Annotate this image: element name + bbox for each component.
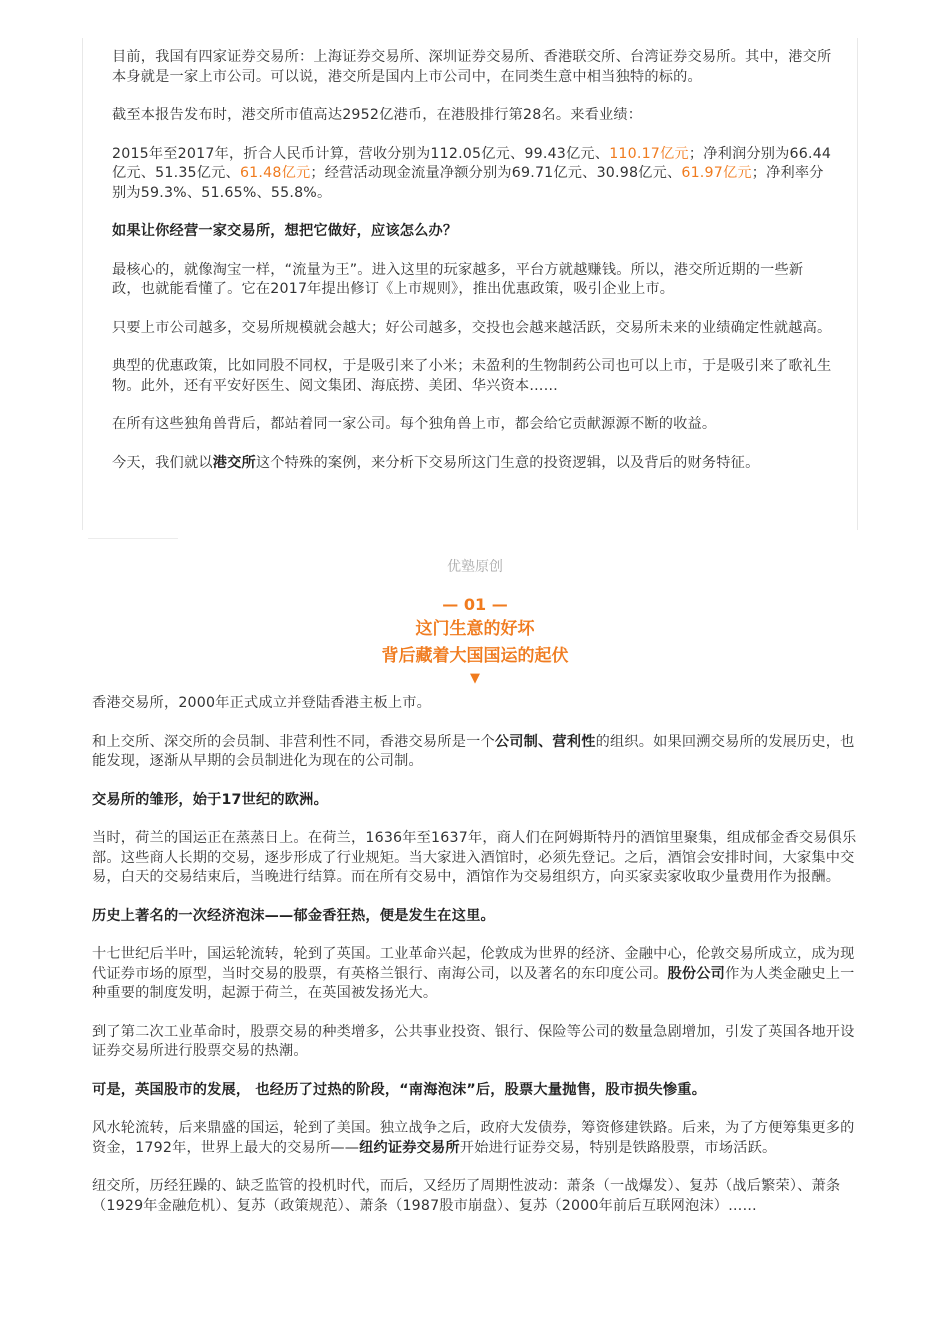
section-title-line1: 这门生意的好坏	[415, 619, 535, 639]
highlight-cashflow: 61.97亿元	[681, 165, 752, 181]
divider	[88, 538, 178, 539]
paragraph: 只要上市公司越多，交易所规模就会越大；好公司越多，交投也会越来越活跃，交易所未来的业绩确定性就越高。	[112, 319, 832, 336]
paragraph: 在所有这些独角兽背后，都站着同一家公司。每个独角兽上市，都会给它贡献源源不断的收益。	[112, 416, 717, 432]
paragraph: 当时，荷兰的国运正在蒸蒸日上。在荷兰，1636年至1637年，商人们在阿姆斯特丹的酒馆里聚集，组成郁金香交易俱乐部。这些商人长期的交易，逐步形成了行业规矩。当大家进入酒馆时，必须先登记。之后，酒馆会安排时间，大家集中交易，白天的交易结束后，当晚进行结算。而在所有交易中，酒馆作为交易组织方，向买家卖家收取少量费用作为报酬。	[92, 830, 857, 885]
source-label: 优塾原创	[447, 559, 503, 575]
bold-question: 如果让你经营一家交易所，想把它做好，应该怎么办？	[112, 223, 458, 239]
paragraph: 截至本报告发布时，港交所市值高达2952亿港币，在港股排行第28名。来看业绩：	[112, 107, 643, 123]
bold-statement: 历史上著名的一次经济泡沫——郁金香狂热，便是发生在这里。	[92, 907, 495, 924]
paragraph: 到了第二次工业革命时，股票交易的种类增多，公共事业投资、银行、保险等公司的数量急剧增加，引发了英国各地开设证券交易所进行股票交易的热潮。	[92, 1023, 855, 1059]
section-heading	[0, 594, 950, 688]
bold-statement: 交易所的雏形，始于17世纪的欧洲。	[92, 791, 328, 808]
paragraph: 风水轮流转，后来鼎盛的国运，轮到了美国。独立战争之后，政府大发债券，筹资修建铁路。后来，为了方便筹集更多的资金，1792年，世界上最大的交易所——纽约证券交易所开始进行证券交易，特别是铁路股票，市场活跃。	[92, 1120, 855, 1156]
paragraph: 今天，我们就以港交所这个特殊的案例，来分析下交易所这门生意的投资逻辑，以及背后的财务特征。	[112, 454, 760, 471]
highlight-revenue: 110.17亿元	[609, 145, 689, 162]
intro-section	[112, 48, 832, 492]
down-arrow-icon: ▼	[470, 671, 480, 686]
paragraph: 最核心的，就像淘宝一样，“流量为王”。进入这里的玩家越多，平台方就越赚钱。所以，港交所近期的一些新政，也就能看懂了。它在2017年提出修订《上市规则》，推出优惠政策，吸引企业上市。	[112, 261, 804, 297]
paragraph: 目前，我国有四家证券交易所：上海证券交易所、深圳证券交易所、香港联交所、台湾证券交易所。其中，港交所本身就是一家上市公司。可以说，港交所是国内上市公司中，在同类生意中相当独特的标的。	[112, 49, 832, 85]
body-section	[92, 694, 858, 1235]
section-number: — 01 —	[442, 595, 508, 614]
paragraph: 香港交易所，2000年正式成立并登陆香港主板上市。	[92, 695, 432, 711]
paragraph: 十七世纪后半叶，国运轮流转，轮到了英国。工业革命兴起，伦敦成为世界的经济、金融中心，伦敦交易所成立，成为现代证券市场的原型，当时交易的股票，有英格兰银行、南海公司，以及著名的东印度公司。股份公司作为人类金融史上一种重要的制度发明，起源于荷兰，在英国被发扬光大。	[92, 946, 855, 1001]
bold-statement: 可是，英国股市的发展， 也经历了过热的阶段，“南海泡沫”后，股票大量抛售，股市损失惨重。	[92, 1081, 707, 1098]
section-title-line2: 背后藏着大国国运的起伏	[381, 646, 569, 666]
highlight-net-profit: 61.48亿元	[239, 165, 311, 181]
paragraph-financials: 2015年至2017年，折合人民币计算，营收分别为112.05亿元、99.43亿元、110.17亿元；净利润分别为66.44亿元、51.35亿元、61.48亿元；经营活动现金流量净额分别为69.71亿元、30.98亿元、61.97亿元；净利率分别为59.3%、51.65%、55.8%。	[112, 145, 832, 201]
paragraph: 和上交所、深交所的会员制、非营利性不同，香港交易所是一个公司制、营利性的组织。如果回溯交易所的发展历史，也能发现，逐渐从早期的会员制进化为现在的公司制。	[92, 733, 855, 769]
paragraph: 纽交所，历经狂躁的、缺乏监管的投机时代，而后，又经历了周期性波动：萧条（一战爆发）、复苏（战后繁荣）、萧条（1929年金融危机）、复苏（政策规范）、萧条（1987股市崩盘）、复苏（2000年前后互联网泡沫）……	[92, 1178, 841, 1214]
paragraph: 典型的优惠政策，比如同股不同权，于是吸引来了小米；未盈利的生物制药公司也可以上市，于是吸引来了歌礼生物。此外，还有平安好医生、阅文集团、海底捞、美团、华兴资本……	[112, 358, 832, 394]
